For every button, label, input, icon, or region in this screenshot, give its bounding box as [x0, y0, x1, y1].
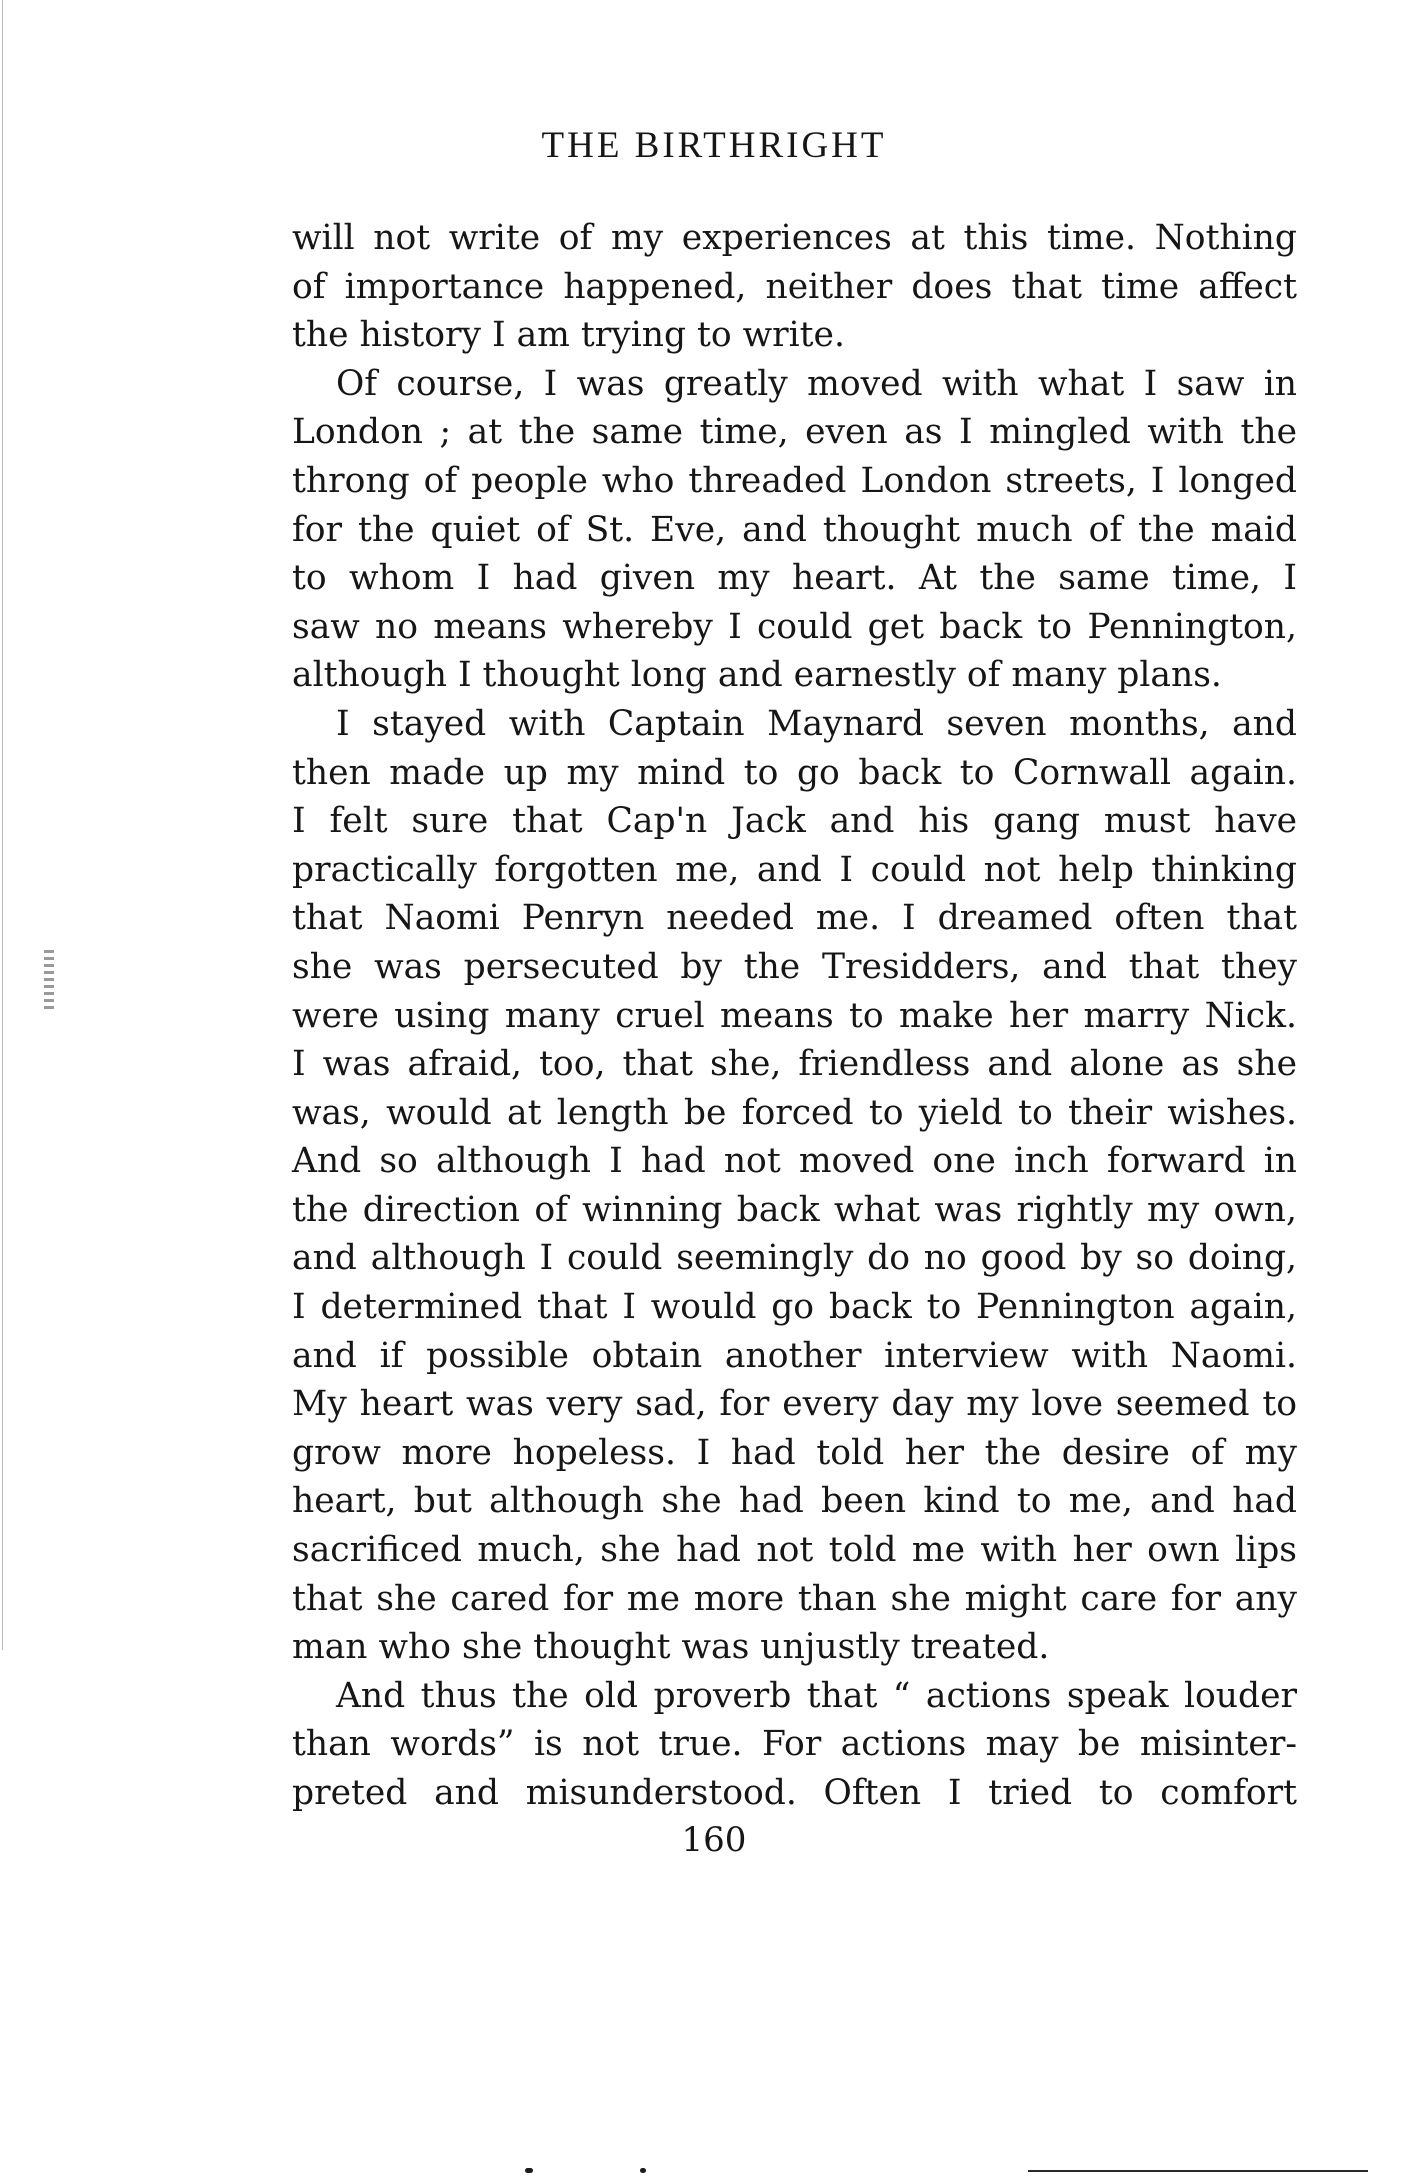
text-line: and although I could seemingly do no good by so doing,: [292, 1238, 1297, 1279]
text-line: that Naomi Penryn needed me. I dreamed often that: [292, 898, 1297, 939]
text-line: sacrificed much, she had not told me with her own lips: [292, 1530, 1297, 1571]
text-line: was, would at length be forced to yield to their wishes.: [292, 1092, 1297, 1133]
margin-speckle: [44, 950, 54, 1010]
ink-speck: [640, 2168, 646, 2173]
text-line: were using many cruel means to make her marry Nick.: [292, 995, 1297, 1036]
text-line: And so although I had not moved one inch forward in: [292, 1141, 1297, 1182]
paragraph: [292, 360, 1297, 700]
text-line: I determined that I would go back to Pennington again,: [292, 1287, 1297, 1328]
text-line: And thus the old proverb that “ actions speak louder: [336, 1675, 1297, 1716]
text-line: man who she thought was unjustly treated.: [292, 1627, 1050, 1668]
text-line: the history I am trying to write.: [292, 315, 845, 356]
text-line: for the quiet of St. Eve, and thought much of the maid: [292, 509, 1297, 550]
body-text: [292, 214, 1297, 1818]
paragraph: [292, 700, 1297, 1672]
text-line: than words” is not true. For actions may be misinter-: [292, 1724, 1297, 1765]
bottom-edge-rule: [1028, 2170, 1368, 2172]
text-line: I stayed with Captain Maynard seven months, and: [336, 703, 1297, 744]
bottom-page-edge: [0, 2166, 1428, 2179]
text-line: and if possible obtain another interview with Naomi.: [292, 1335, 1297, 1376]
text-line: the direction of winning back what was rightly my own,: [292, 1189, 1297, 1230]
text-line: to whom I had given my heart. At the same time, I: [292, 558, 1297, 599]
running-head: THE BIRTHRIGHT: [541, 125, 887, 166]
text-line: saw no means whereby I could get back to Pennington,: [292, 606, 1297, 647]
text-line: throng of people who threaded London streets, I longed: [292, 460, 1297, 501]
page-edge-rule: [2, 0, 3, 1650]
page-number: 160: [681, 1820, 747, 1860]
text-line: I was afraid, too, that she, friendless and alone as she: [292, 1044, 1297, 1085]
text-line: preted and misunderstood. Often I tried to comfort: [292, 1773, 1297, 1813]
text-line: that she cared for me more than she might care for any: [292, 1578, 1297, 1619]
text-line: London ; at the same time, even as I mingled with the: [292, 412, 1297, 453]
text-line: then made up my mind to go back to Cornwall again.: [292, 752, 1297, 793]
text-line: My heart was very sad, for every day my love seemed to: [292, 1384, 1297, 1425]
ink-speck: [525, 2168, 533, 2173]
text-line: although I thought long and earnestly of many plans.: [292, 655, 1222, 696]
paragraph: [292, 1672, 1297, 1818]
text-line: grow more hopeless. I had told her the desire of my: [292, 1432, 1297, 1473]
text-line: she was persecuted by the Tresidders, and that they: [292, 946, 1297, 987]
paragraph: [292, 214, 1297, 360]
text-line: I felt sure that Cap'n Jack and his gang must have: [292, 801, 1297, 842]
text-line: practically forgotten me, and I could not help thinking: [292, 849, 1297, 890]
text-line: will not write of my experiences at this time. Nothing: [292, 218, 1297, 258]
text-line: of importance happened, neither does that time affect: [292, 266, 1297, 307]
text-line: heart, but although she had been kind to me, and had: [292, 1481, 1297, 1522]
text-line: Of course, I was greatly moved with what I saw in: [336, 363, 1297, 404]
